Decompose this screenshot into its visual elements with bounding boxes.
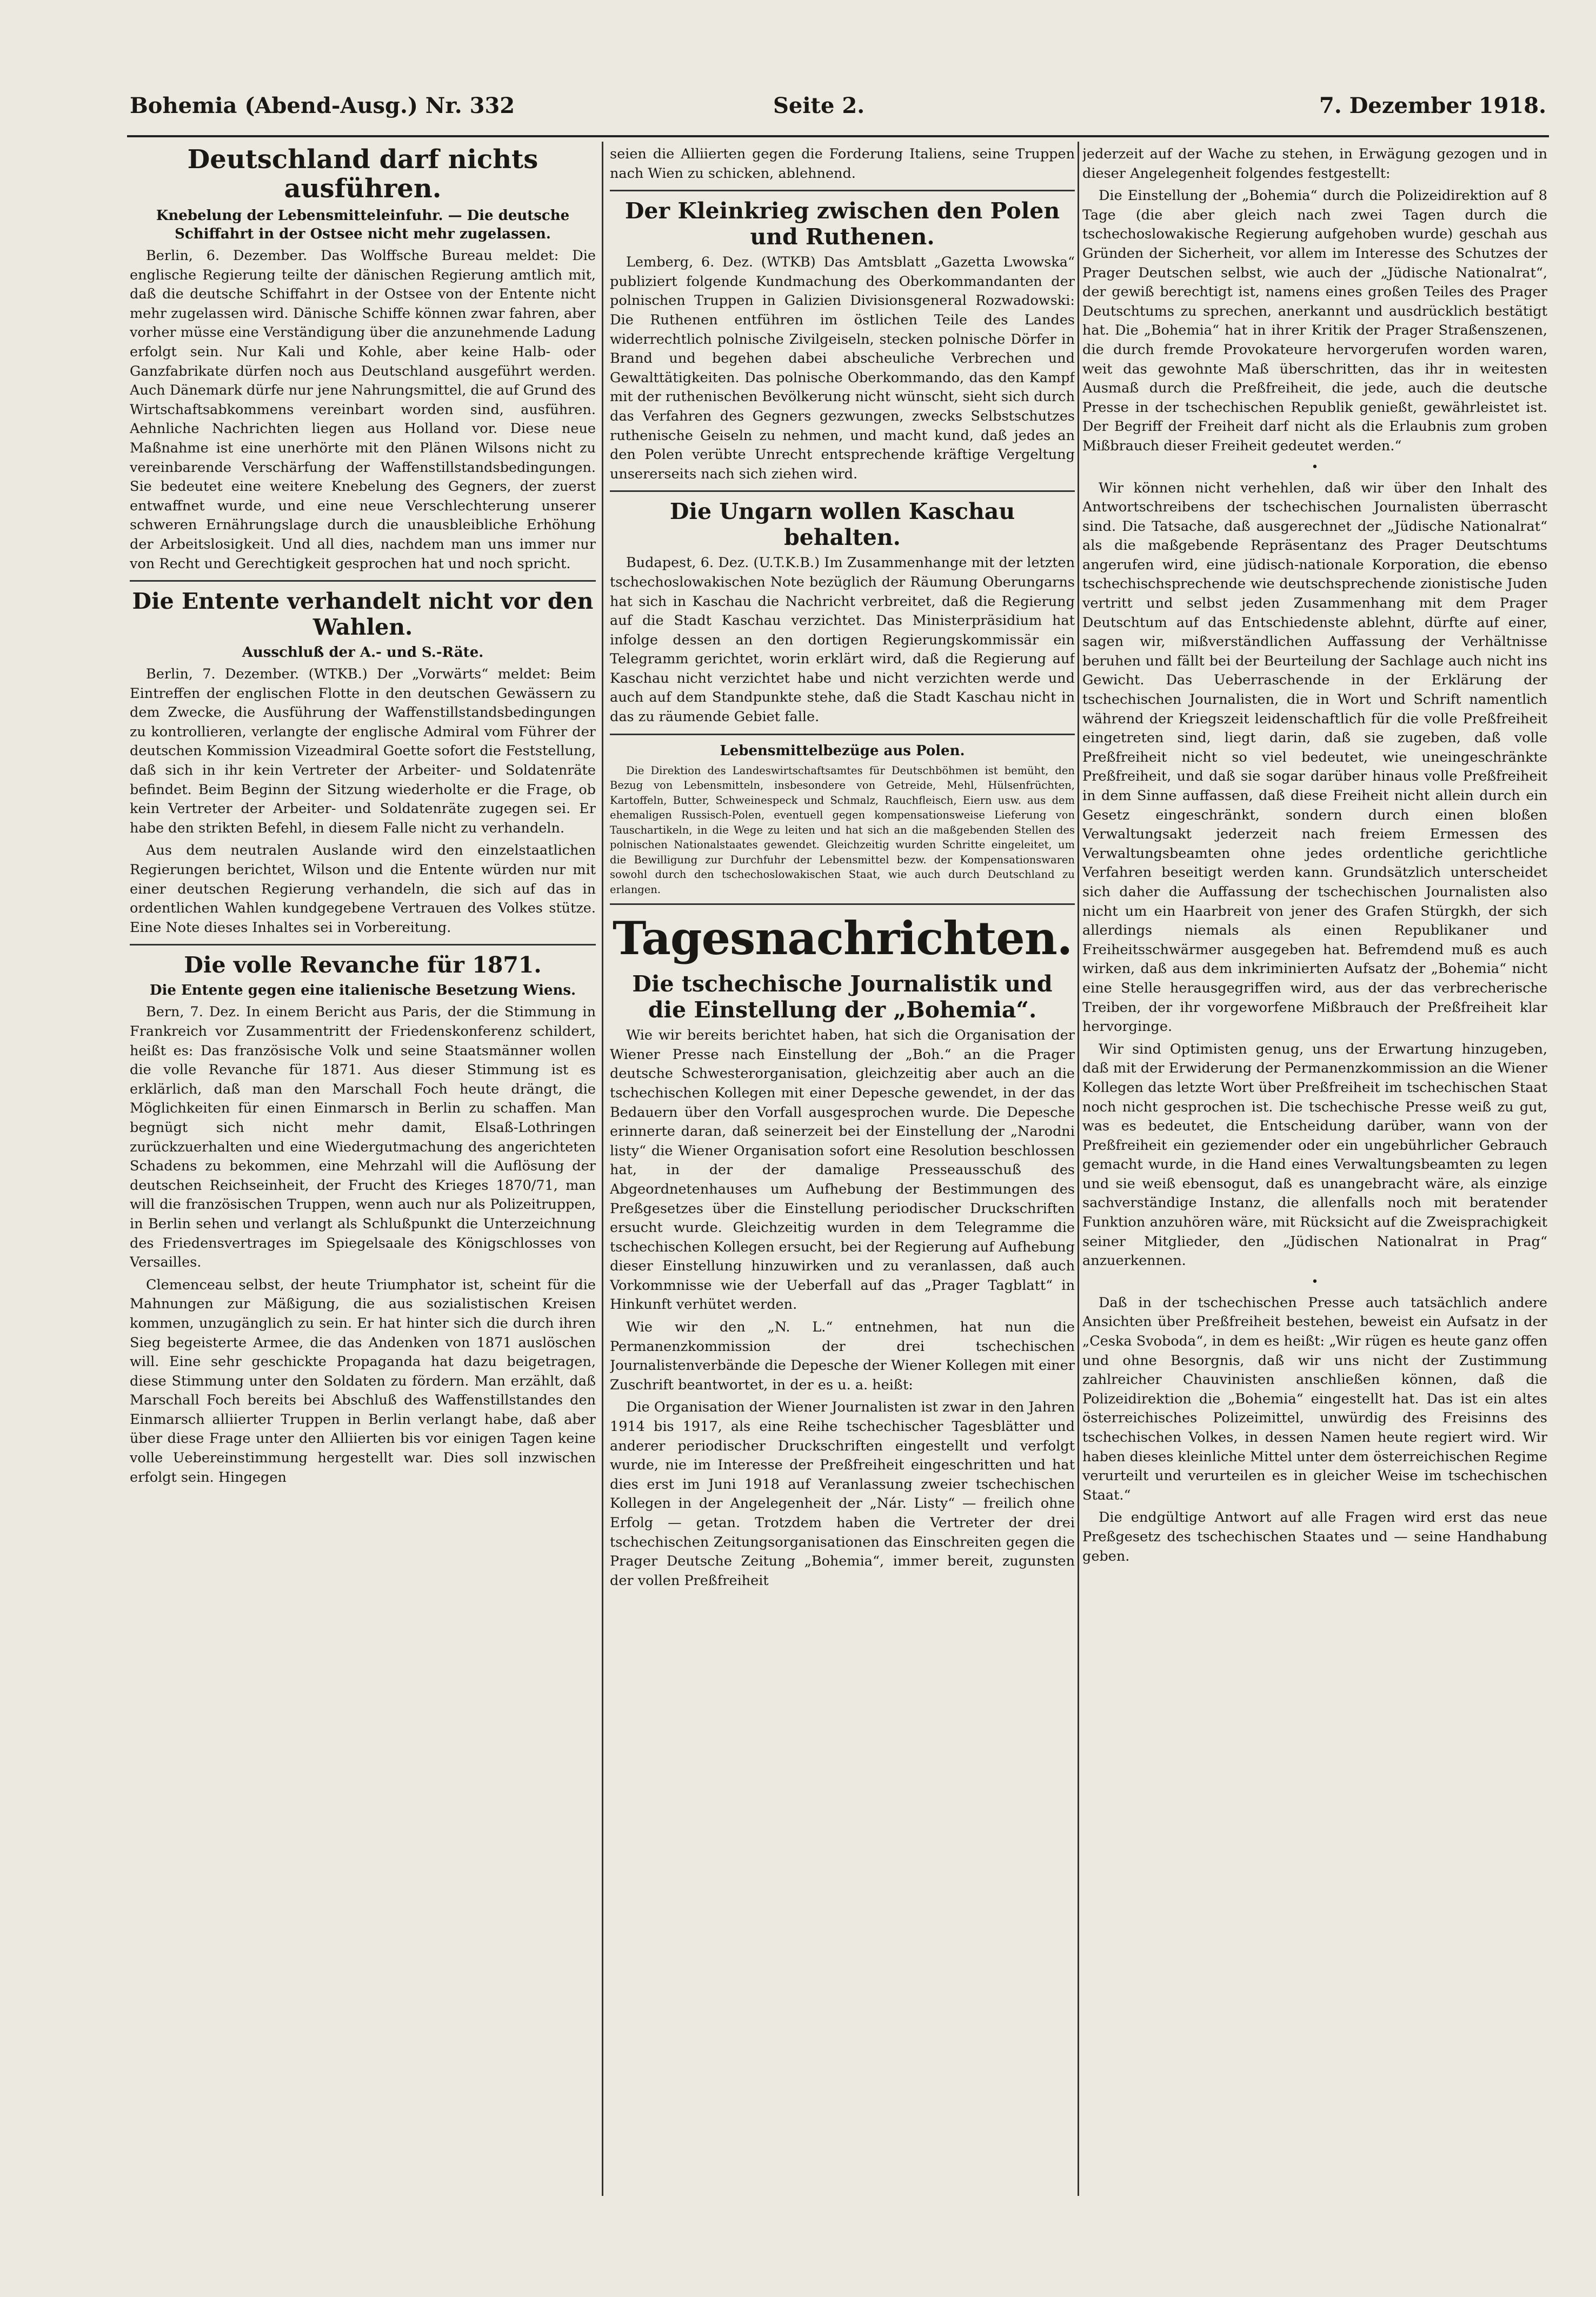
article-paragraph: jederzeit auf der Wache zu stehen, in Erwägung gezogen und in dieser Angelegenheit folgendes festgestellt: — [1082, 146, 1547, 182]
article-paragraph: Berlin, 7. Dezember. (WTKB.) Der „Vorwärts“ meldet: Beim Eintreffen der englischen Flotte in den deutschen Gewässern zu dem Zwecke, die Ausführung der Waffenstillstandsbedingungen zu kontrollieren, verlangte der englische Admiral vom Führer der deutschen Kommission Vizeadmiral Goette sofort die Feststellung, daß sich in ihr kein Vertreter der Arbeiter- und Soldatenräte befindet. Beim Beginn der Sitzung wiederholte er die Frage, ob kein Vertreter der Arbeiter- und Soldatenräte zugegen sei. Er habe den strikten Befehl, in diesem Falle nicht zu verhandeln. — [130, 666, 596, 836]
issue-date: 7. Dezember 1918. — [1319, 93, 1546, 118]
article-divider — [610, 190, 1075, 191]
article-paragraph: Aus dem neutralen Auslande wird den einzelstaatlichen Regierungen berichtet, Wilson und die Entente würden nur mit einer deutschen Regierung verhandeln, die sich auf das in ordentlichen Wahlen kundgegebene Vertrauen des Volkes stütze. Eine Note dieses Inhaltes sei in Vorbereitung. — [130, 842, 596, 936]
article-headline: Die Ungarn wollen Kaschau behalten. — [669, 498, 1015, 551]
article-paragraph: seien die Alliierten gegen die Forderung Italiens, seine Truppen nach Wien zu schicken, ablehnend. — [610, 146, 1075, 182]
page-header — [130, 93, 1546, 131]
section-title: Tagesnachrichten. — [612, 911, 1073, 966]
article-subheadline: Ausschluß der A.- und S.-Räte. — [242, 644, 484, 661]
article-headline: Die volle Revanche für 1871. — [184, 952, 542, 978]
article-divider — [130, 580, 596, 582]
article-paragraph: Berlin, 6. Dezember. Das Wolffsche Bureau meldet: Die englische Regierung teilte der dänischen Regierung amtlich mit, daß die deutsche Schiffahrt in der Ostsee von der Entente nicht mehr zugelassen wird. Dänische Schiffe können zwar fahren, aber vorher müsse eine Verständigung über die anzunehmende Ladung erfolgt sein. Nur Kali und Kohle, aber keine Halb- oder Ganzfabrikate dürfen noch aus Deutschland ausgeführt werden. Auch Dänemark dürfe nur jene Nahrungsmittel, die auf Grund des Wirtschaftsabkommens vereinbart worden sind, ausführen. Aehnliche Nachrichten liegen aus Holland vor. Diese neue Maßnahme ist eine unerhörte mit den Plänen Wilsons nicht zu vereinbarende Verschärfung der Waffenstillstandsbedingungen. Sie bedeutet eine weitere Knebelung des Gegners, der zuerst entwaffnet wurde, und eine neue Verschlechterung unserer schweren Ernährungslage durch die unausbleibliche Erhöhung der Arbeitslosigkeit. Und all dies, nachdem man uns immer nur von Recht und Gerechtigkeit gesprochen hat und noch spricht. — [130, 248, 596, 572]
page-number: Seite 2. — [773, 93, 865, 118]
article-paragraph: Lemberg, 6. Dez. (WTKB) Das Amtsblatt „Gazetta Lwowska“ publiziert folgende Kundmachung des Oberkommandanten der polnischen Truppen in Galizien Divisionsgeneral Rozwadowski: Die Ruthenen entführen im östlichen Teile des Landes widerrechtlich polnische Zivilgeiseln, stecken polnische Dörfer in Brand und begehen dabei abscheuliche Verbrechen und Gewalttätigkeiten. Das polnische Oberkommando, das den Kampf mit der ruthenischen Bevölkerung nicht wünscht, sieht sich durch das Verfahren des Gegners gezwungen, zwecks Selbstschutzes ruthenische Geiseln zu nehmen, und macht kund, daß jedes an den Polen verübte Unrecht entsprechende kräftige Vergeltung unsererseits nach sich ziehen wird. — [610, 254, 1075, 482]
column-rule — [1078, 142, 1079, 2196]
article-divider — [610, 734, 1075, 735]
article-subheadline: Die Entente gegen eine italienische Besetzung Wiens. — [149, 982, 576, 999]
article-paragraph: Daß in der tschechischen Presse auch tatsächlich andere Ansichten über Preßfreiheit bestehen, beweist ein Aufsatz in der „Ceska Svoboda“, in dem es heißt: „Wir rügen es heute ganz offen und ohne Besorgnis, daß wir uns nicht der Zustimmung zahlreicher Chauvinisten anschließen können, daß die Polizeidirektion die „Bohemia“ eingestellt hat. Das ist ein altes österreichisches Polizeimittel, unwürdig des Freisinns des tschechischen Volkes, in dessen Namen heute regiert wird. Wir haben dieses kleinliche Mittel unter dem österreichischen Regime verurteilt und verurteilen es in gleicher Weise im tschechischen Staat.“ — [1082, 1294, 1547, 1503]
article-headline: Die tschechische Journalistik und die Einstellung der „Bohemia“. — [632, 971, 1053, 1023]
article-headline: Die Entente verhandelt nicht vor den Wahlen. — [132, 588, 594, 641]
paragraph-separator: • — [1311, 1275, 1319, 1289]
masthead-issue: Bohemia (Abend-Ausg.) Nr. 332 — [130, 93, 515, 118]
article-paragraph: Die endgültige Antwort auf alle Fragen wird erst das neue Preßgesetz des tschechischen Staates und — seine Handhabung geben. — [1082, 1509, 1547, 1564]
column-3 — [1082, 145, 1547, 2199]
article-paragraph: Die Organisation der Wiener Journalisten ist zwar in den Jahren 1914 bis 1917, als eine Reihe tschechischer Tagesblätter und anderer periodischer Druckschriften eingestellt und verfolgt wurde, nie im Interesse der Preßfreiheit eingeschritten und hat dies erst im Juni 1918 auf Veranlassung zweier tschechischen Kollegen in der Angelegenheit der „Nár. Listy“ — freilich ohne Erfolg — getan. Trotzdem haben die Vertreter der drei tschechischen Zeitungsorganisationen das Einschreiten gegen die Prager Deutsche Zeitung „Bohemia“, immer bereit, zugunsten der vollen Preßfreiheit — [610, 1399, 1075, 1589]
article-paragraph: Wie wir den „N. L.“ entnehmen, hat nun die Permanenzkommission der drei tschechischen Journalistenverbände die Depesche der Wiener Kollegen mit einer Zuschrift beantwortet, in der es u. a. heißt: — [610, 1319, 1075, 1393]
header-rule — [127, 135, 1549, 137]
article-paragraph: Wir sind Optimisten genug, uns der Erwartung hinzugeben, daß mit der Erwiderung der Permanenzkommission an die Wiener Kollegen das letzte Wort über Preßfreiheit im tschechischen Staat noch nicht gesprochen ist. Die tschechische Presse weiß zu gut, was es bedeutet, die Entscheidung darüber, wann von der Preßfreiheit ein geziemender oder ein ungebührlicher Gebrauch gemacht wurde, in die Hand eines Verwaltungsbeamten zu legen und sie weiß ebensogut, daß es unangebracht wäre, als einzige sachverständige Instanz, die allenfalls noch mit beratender Funktion anzuhören wäre, mit Rücksicht auf die Zweisprachigkeit seiner Mitglieder, den „Jüdischen Nationalrat in Prag“ anzuerkennen. — [1082, 1041, 1547, 1269]
article-divider — [130, 944, 596, 946]
article-paragraph: Die Einstellung der „Bohemia“ durch die Polizeidirektion auf 8 Tage (die aber gleich nach zwei Tagen durch die tschechoslowakische Regierung aufgehoben wurde) geschah aus Gründen der Sicherheit, vor allem im Interesse des Schutzes der Prager Deutschen selbst, wie auch der „Jüdische Nationalrat“, der gewiß berechtigt ist, namens eines großen Teiles des Prager Deutschtums zu sprechen, anerkannt und ausdrücklich bestätigt hat. Die „Bohemia“ hat in ihrer Kritik der Prager Straßenszenen, die durch fremde Provokateure hervorgerufen worden waren, weit das gewohnte Maß überschritten, das ihr in weitesten Ausmaß durch die Preßfreiheit, die jede, auch die deutsche Presse in der tschechischen Republik genießt, gewährleistet ist. Der Begriff der Freiheit darf nicht als die Erlaubnis zum groben Mißbrauch dieser Freiheit gedeutet werden.“ — [1082, 188, 1547, 454]
article-paragraph: Wie wir bereits berichtet haben, hat sich die Organisation der Wiener Presse nach Einstellung der „Boh.“ an die Prager deutsche Schwesterorganisation, gleichzeitig aber auch an die tschechischen Kollegen mit einer Depesche gewendet, in der das Bedauern über den Vorfall ausgesprochen wurde. Die Depesche erinnerte daran, daß seinerzeit bei der Einstellung der „Narodni listy“ die Wiener Organisation sofort eine Resolution beschlossen hat, in der der damalige Presseausschuß des Abgeordnetenhauses um Aufhebung der Bestimmungen des Preßgesetzes über die Einstellung periodischer Druckschriften ersucht wurde. Gleichzeitig wurden in dem Telegramme die tschechischen Kollegen ersucht, bei der Regierung auf Aufhebung dieser Einstellung hinzuwirken und zu veranlassen, daß auch Vorkommnisse wie der Ueberfall auf das „Prager Tagblatt“ in Hinkunft verhütet werden. — [610, 1027, 1075, 1313]
article-divider — [610, 903, 1075, 905]
article-divider — [610, 490, 1075, 492]
paragraph-separator: • — [1311, 460, 1319, 474]
article-paragraph: Bern, 7. Dez. In einem Bericht aus Paris, der die Stimmung in Frankreich vor Zusammentritt der Friedenskonferenz schildert, heißt es: Das französische Volk und seine Staatsmänner wollen die volle Revanche für 1871. Aus dieser Stimmung ist es erklärlich, daß man den Marschall Foch heute drängt, die Möglichkeiten für einen Einmarsch in Berlin zu schaffen. Man begnügt sich nicht mehr damit, Elsaß-Lothringen zurückzuerhalten und eine Wiedergutmachung des angerichteten Schadens zu bekommen, eine Mehrzahl will die Auflösung der deutschen Reichseinheit, der Frucht des Krieges 1870/71, man will die französischen Truppen, wenn auch nur als Polizeitruppen, in Berlin sehen und verlangt als Schlußpunkt die Unterzeichnung des Friedensvertrages im Spiegelsaale des Königschlosses von Versailles. — [130, 1004, 596, 1271]
column-rule — [602, 142, 603, 2196]
article-paragraph: Budapest, 6. Dez. (U.T.K.B.) Im Zusammenhange mit der letzten tschechoslowakischen Note bezüglich der Räumung Oberungarns hat sich in Kaschau die Nachricht verbreitet, daß die Regierung auf die Stadt Kaschau verzichtet. Das Ministerpräsidium hat infolge dessen an den dortigen Regierungskommissär ein Telegramm gerichtet, worin erklärt wird, daß die Regierung auf Kaschau nicht verzichtet habe und nicht verzichten werde und auch auf dem Standpunkte stehe, daß die Stadt Kaschau nicht in das zu räumende Gebiet falle. — [610, 555, 1075, 725]
article-headline: Der Kleinkrieg zwischen den Polen und Ruthenen. — [624, 198, 1060, 250]
article-subheadline: Knebelung der Lebensmitteleinfuhr. — Die deutsche Schiffahrt in der Ostsee nicht mehr zugelassen. — [156, 208, 570, 242]
article-paragraph: Clemenceau selbst, der heute Triumphator ist, scheint für die Mahnungen zur Mäßigung, die aus sozialistischen Kreisen kommen, unzugänglich zu sein. Er hat hinter sich die durch ihren Sieg begeisterte Armee, die das Andenken von 1871 auslöschen will. Eine sehr geschickte Propaganda hat dazu beigetragen, diese Stimmung unter den Soldaten zu fördern. Man erzählt, daß Marschall Foch bereits bei Abschluß des Waffenstillstandes den Einmarsch alliierter Truppen in Berlin verlangt habe, daß aber über diese Frage unter den Alliierten bis vor einigen Tagen keine volle Uebereinstimmung hergestellt war. Dies soll inzwischen erfolgt sein. Hingegen — [130, 1276, 596, 1486]
article-headline: Deutschland darf nichts ausführen. — [187, 145, 538, 204]
column-2 — [610, 145, 1075, 2199]
column-1 — [130, 145, 596, 2199]
article-headline: Lebensmittelbezüge aus Polen. — [720, 742, 965, 759]
article-paragraph: Wir können nicht verhehlen, daß wir über den Inhalt des Antwortschreibens der tschechischen Journalisten überrascht sind. Die Tatsache, daß ausgerechnet der „Jüdische Nationalrat“ als die maßgebende Repräsentanz des Prager Deutschtums angerufen wird, eine jüdisch-nationale Korporation, die ebenso tschechischsprechende wie deutschsprechende zionistische Juden vertritt und selbst jeden Zusammenhang mit dem Prager Deutschtum auf das Entschiedenste ablehnt, dürfte auf einer, sagen wir, mißverständlichen Auffassung der Verhältnisse beruhen und fällt bei der Beurteilung der Sachlage auch nicht ins Gewicht. Das Ueberraschende in der Erklärung der tschechischen Journalisten, die in Wort und Schrift namentlich während der Kriegszeit leidenschaftlich für die volle Preßfreiheit eingetreten sind, liegt darin, daß sie zugeben, daß volle Preßfreiheit nicht so viel bedeutet, wie uneingeschränkte Preßfreiheit, und daß sie sogar darüber hinaus volle Preßfreiheit in dem Sinne auffassen, daß diese Freiheit nicht allein durch ein Gesetz eingeschränkt, sondern durch einen bloßen Verwaltungsakt jederzeit nach freiem Ermessen des Verwaltungsbeamten ohne jedes ordentliche gerichtliche Verfahren beseitigt werden kann. Grundsätzlich unterscheidet sich daher die Auffassung der tschechischen Journalisten also nicht um ein Haarbreit von jener des Grafen Stürgkh, der sich allerdings niemals als einen Republikaner und Freiheitsschwärmer ausgegeben hat. Befremdend muß es auch wirken, daß aus dem inkriminierten Aufsatz der „Bohemia“ nicht eine Stelle herausgegriffen wird, aus der das verbrecherische Treiben, der ihr vorgeworfene Mißbrauch der Preßfreiheit klar hervorginge. — [1082, 480, 1547, 1035]
article-paragraph: Die Direktion des Landeswirtschaftsamtes für Deutschböhmen ist bemüht, den Bezug von Lebensmitteln, insbesondere von Getreide, Mehl, Hülsenfrüchten, Kartoffeln, Butter, Schweinespeck und Schmalz, Rauchfleisch, Eiern usw. aus dem ehemaligen Russisch-Polen, eventuell gegen kompensationsweise Lieferung von Tauschartikeln, in die Wege zu leiten und hat sich an die maßgebenden Stellen des polnischen Nationalstaates gewendet. Gleichzeitig wurden Schritte eingeleitet, um die Bewilligung zur Durchfuhr der Lebensmittel bezw. der Kompensationswaren sowohl durch den tschechoslowakischen Staat, wie auch durch Deutschland zu erlangen. — [610, 764, 1075, 896]
